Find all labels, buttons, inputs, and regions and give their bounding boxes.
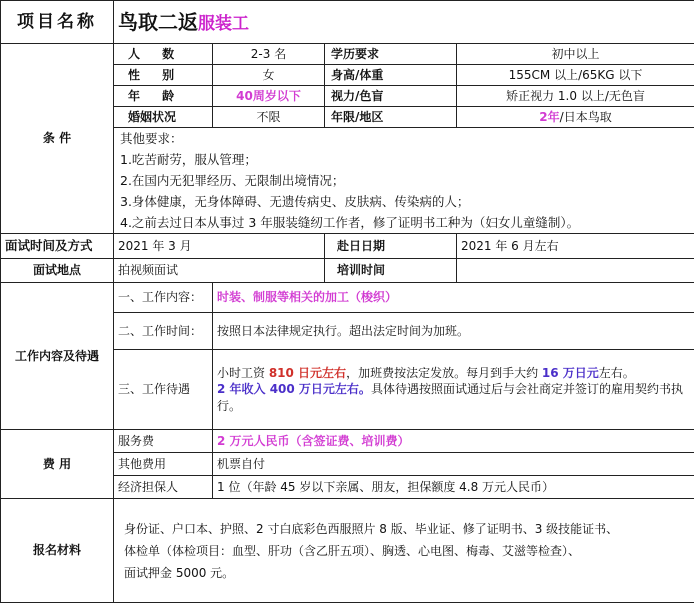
years-value: 2年 — [539, 109, 560, 124]
pay-text: ，加班费按法定发放。每月到手大约 — [346, 366, 542, 381]
conditions-section-label: 条 件 — [1, 44, 114, 234]
requirement-line: 2.在国内无犯罪经历、无限制出境情况； — [120, 173, 345, 188]
condition-key: 视力/色盲 — [325, 86, 457, 107]
requirement-line: 3.身体健康，无身体障碍、无遗传病史、皮肤病、传染病的人； — [120, 194, 470, 209]
pay-text: 具体待遇按照面试通过后与会社商定并签订的雇用契约书执行。 — [217, 382, 683, 413]
interview-place-row — [1, 259, 694, 283]
hourly-wage: 810 日元左右 — [268, 366, 347, 381]
interview-time-label: 面试时间及方式 — [1, 234, 114, 259]
work-content-value: 时装、制服等相关的加工（梭织） — [213, 283, 694, 313]
departure-value: 2021 年 6 月左右 — [457, 234, 694, 259]
requirement-line: 4.之前去过日本从事过 3 年服装缝纫工作者，修了证明书工种为（妇女儿童缝制）。 — [120, 215, 580, 230]
other-fee-value: 机票自付 — [213, 453, 694, 476]
guarantor-label: 经济担保人 — [114, 476, 213, 499]
condition-value: 女 — [213, 65, 325, 86]
condition-key: 性 别 — [114, 65, 213, 86]
departure-label: 赴日日期 — [325, 234, 457, 259]
condition-value: 矫正视力 1.0 以上/无色盲 — [457, 86, 694, 107]
project-name-row — [1, 1, 694, 44]
work-pay-value — [213, 350, 694, 430]
service-fee-label: 服务费 — [114, 430, 213, 453]
work-pay-label: 三、工作待遇 — [114, 350, 213, 430]
condition-value: 155CM 以上/65KG 以下 — [457, 65, 694, 86]
materials-line: 身份证、户口本、护照、2 寸白底彩色西服照片 8 版、毕业证、修了证明书、3 级技能证书、 — [124, 521, 619, 536]
condition-key: 人 数 — [114, 44, 213, 65]
condition-value: 初中以上 — [457, 44, 694, 65]
interview-time-row — [1, 234, 694, 259]
training-time-label: 培训时间 — [325, 259, 457, 283]
materials-list — [114, 499, 694, 603]
materials-row — [1, 499, 694, 603]
requirement-line: 其他要求： — [120, 131, 183, 146]
condition-key: 身高/体重 — [325, 65, 457, 86]
other-fee-label: 其他费用 — [114, 453, 213, 476]
materials-line: 面试押金 5000 元。 — [124, 565, 235, 580]
condition-key: 婚姻状况 — [114, 107, 213, 128]
fees-section-label: 费 用 — [1, 430, 114, 499]
work-section-label: 工作内容及待遇 — [1, 283, 114, 430]
condition-key: 学历要求 — [325, 44, 457, 65]
requirement-line: 1.吃苦耐劳，服从管理； — [120, 152, 257, 167]
annual-income: 2 年收入 400 万日元左右。 — [217, 382, 371, 397]
guarantor-value: 1 位（年龄 45 岁以下亲属、朋友，担保额度 4.8 万元人民币） — [213, 476, 694, 499]
project-name-label: 项目名称 — [1, 1, 114, 44]
service-fee-value: 2 万元人民币（含签证费、培训费） — [213, 430, 694, 453]
interview-place-value: 拍视频面试 — [114, 259, 325, 283]
work-time-value: 按照日本法律规定执行。超出法定时间为加班。 — [213, 313, 694, 350]
project-name-cell — [114, 1, 694, 44]
monthly-income: 16 万日元 — [541, 366, 599, 381]
age-value: 40周岁以下 — [213, 86, 325, 107]
condition-value: 2-3 名 — [213, 44, 325, 65]
pay-text: 左右。 — [598, 366, 635, 381]
materials-section-label: 报名材料 — [1, 499, 114, 603]
work-content-label: 一、工作内容： — [114, 283, 213, 313]
project-type-value: 服装工 — [198, 13, 249, 34]
condition-row — [1, 44, 694, 65]
interview-time-value: 2021 年 3 月 — [114, 234, 325, 259]
region-value: /日本鸟取 — [559, 109, 612, 124]
condition-value: 不限 — [213, 107, 325, 128]
pay-text: 小时工资 — [217, 366, 269, 381]
work-content-row — [1, 283, 694, 313]
condition-key: 年 龄 — [114, 86, 213, 107]
materials-line: 体检单（体检项目：血型、肝功（含乙肝五项）、胸透、心电图、梅毒、艾滋等检查）、 — [124, 543, 581, 558]
condition-key: 年限/地区 — [325, 107, 457, 128]
service-fee-row — [1, 430, 694, 453]
years-region-value — [457, 107, 694, 128]
work-time-label: 二、工作时间： — [114, 313, 213, 350]
other-requirements — [114, 128, 694, 234]
interview-place-label: 面试地点 — [1, 259, 114, 283]
training-time-value — [457, 259, 694, 283]
project-name-value: 鸟取二返 — [118, 9, 198, 34]
